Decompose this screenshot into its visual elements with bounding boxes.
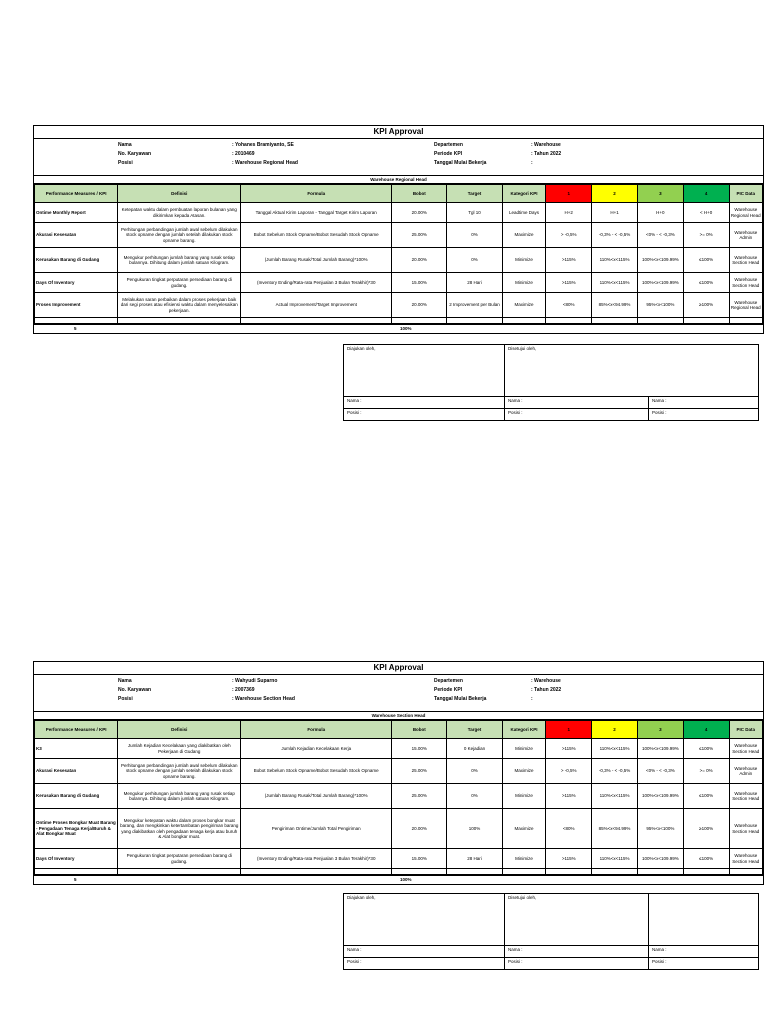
- table-cell: Mengukur perhitungan jumlah barang yang rusak setiap bulannya. Dihitung dalam jumlah satuan Kilogram.: [118, 784, 241, 809]
- table-row: [35, 784, 763, 809]
- table-cell: 15.00%: [392, 739, 447, 759]
- value-no-karyawan: : 2010469: [232, 151, 255, 157]
- table-cell: Warehouse Admin: [729, 223, 762, 248]
- column-header: 2: [592, 721, 638, 739]
- value-departemen: : Warehouse: [531, 678, 561, 684]
- disetujui-label: Disetujui oleh,: [508, 346, 537, 351]
- table-cell: (Jumlah Barang Rusak/Total Jumlah Barang)*100%: [241, 248, 392, 273]
- table-cell: 28 Hari: [447, 849, 502, 869]
- table-cell: Maximize: [502, 809, 546, 849]
- table-row: [35, 809, 763, 849]
- table-footer: [34, 324, 763, 333]
- empty-cell: [447, 318, 502, 324]
- table-cell: Ontime Monthly Report: [35, 203, 118, 223]
- table-cell: > -0,5%: [546, 759, 592, 784]
- table-footer: [34, 875, 763, 884]
- table-cell: >= 0%: [683, 759, 729, 784]
- value-posisi: : Warehouse Section Head: [232, 696, 295, 702]
- table-cell: 100%<x<109.99%: [637, 273, 683, 293]
- table-cell: Minimize: [502, 849, 546, 869]
- table-cell: Mengukur ketepatan waktu dalam proses bongkar muat barang, dan mengkinkan ketertambatan pengiriman barang yang diakibatkan oleh pengadaan tenaga kerja atau buruh & Alat bongkar muat.: [118, 809, 241, 849]
- column-header: Performance Measures / KPI: [35, 185, 118, 203]
- table-cell: Tgl 10: [447, 203, 502, 223]
- table-cell: Perhitungan perbandingan jumlah awal sebelum dilakukan stock opname dengan jumlah setelah dilakukan stock opname barang.: [118, 759, 241, 784]
- table-cell: Warehouse Section Head: [729, 273, 762, 293]
- empty-cell: [118, 318, 241, 324]
- sign-posisi-2: Posisi :: [505, 958, 649, 969]
- column-header: 1: [546, 721, 592, 739]
- column-header: Formula: [241, 185, 392, 203]
- table-cell: 0 Kejadian: [447, 739, 502, 759]
- table-cell: 25.00%: [392, 784, 447, 809]
- table-cell: 2 Improvement per Bulan: [447, 293, 502, 318]
- table-cell: Leadtime Days: [502, 203, 546, 223]
- empty-cell: [592, 318, 638, 324]
- label-nama: Nama: [118, 142, 132, 148]
- sign-posisi-1: Posisi :: [344, 409, 505, 420]
- table-cell: 110%<x<115%: [592, 784, 638, 809]
- table-cell: 20.00%: [392, 293, 447, 318]
- total-bobot: 100%: [400, 326, 412, 331]
- table-header-row: [35, 185, 763, 203]
- column-header: Formula: [241, 721, 392, 739]
- column-header: PIC Data: [729, 721, 762, 739]
- column-header: 3: [637, 185, 683, 203]
- sign-posisi-1: Posisi :: [344, 958, 505, 969]
- table-cell: 0%: [447, 223, 502, 248]
- kpi-table: [34, 184, 763, 324]
- table-cell: K3: [35, 739, 118, 759]
- kpi-sheet-2: [33, 661, 764, 885]
- value-posisi: : Warehouse Regional Head: [232, 160, 298, 166]
- label-periode: Periode KPI: [434, 687, 463, 693]
- empty-cell: [683, 869, 729, 875]
- table-cell: Perhitungan perbandingan jumlah awal sebelum dilakukan stock opname dengan jumlah setelah dilakukan stock opname barang.: [118, 223, 241, 248]
- column-header: Performance Measures / KPI: [35, 721, 118, 739]
- table-cell: Tanggal Aktual Kirim Laporan - Tanggal Target Kirim Laporan: [241, 203, 392, 223]
- empty-cell: [637, 318, 683, 324]
- value-periode: : Tahun 2022: [531, 687, 562, 693]
- column-header: Definisi: [118, 185, 241, 203]
- label-tanggal: Tanggal Mulai Bekerja: [434, 160, 487, 166]
- table-header-row: [35, 721, 763, 739]
- table-cell: 100%<x<109.99%: [637, 849, 683, 869]
- table-cell: <0% - < -0,3%: [637, 759, 683, 784]
- empty-cell: [592, 869, 638, 875]
- table-cell: ≤100%: [683, 784, 729, 809]
- table-cell: H+2: [546, 203, 592, 223]
- label-tanggal: Tanggal Mulai Bekerja: [434, 696, 487, 702]
- table-cell: <0% - < -0,3%: [637, 223, 683, 248]
- table-row: [35, 849, 763, 869]
- value-nama: : Yohanes Bramiyanto, SE: [232, 142, 294, 148]
- group-header: Warehouse Section Head: [34, 711, 763, 720]
- table-cell: 110%<x<115%: [592, 273, 638, 293]
- diajukan-label: Diajukan oleh,: [344, 345, 505, 396]
- table-row: [35, 223, 763, 248]
- column-header: Kategori KPI: [502, 721, 546, 739]
- value-nama: : Wahyudi Suparno: [232, 678, 278, 684]
- table-cell: Actual Improvement/Target Improvement: [241, 293, 392, 318]
- kpi-table: [34, 720, 763, 875]
- table-cell: Warehouse Regional Head: [729, 203, 762, 223]
- table-cell: 85%<x<94.99%: [592, 809, 638, 849]
- table-cell: Proses Improvement: [35, 293, 118, 318]
- table-cell: ≤100%: [683, 739, 729, 759]
- empty-cell: [392, 869, 447, 875]
- table-cell: 0%: [447, 784, 502, 809]
- table-cell: 110%<x<115%: [592, 849, 638, 869]
- group-header: Warehouse Regional Head: [34, 175, 763, 184]
- table-cell: 25.00%: [392, 759, 447, 784]
- table-cell: Akurasi Kesesatan: [35, 223, 118, 248]
- disetujui-label: Disetujui oleh,: [505, 894, 649, 945]
- label-nama: Nama: [118, 678, 132, 684]
- table-cell: 100%<x<109.99%: [637, 739, 683, 759]
- label-departemen: Departemen: [434, 142, 463, 148]
- table-cell: 95%<x<100%: [637, 293, 683, 318]
- table-cell: >115%: [546, 849, 592, 869]
- table-cell: ≥100%: [683, 293, 729, 318]
- empty-cell: [637, 869, 683, 875]
- sheet-title: KPI Approval: [34, 662, 763, 675]
- table-cell: 0%: [447, 248, 502, 273]
- table-cell: Pengukuran tingkat perputaran persediaan barang di gudang.: [118, 273, 241, 293]
- table-row: [35, 203, 763, 223]
- value-tanggal: :: [531, 696, 533, 702]
- empty-cell: [392, 318, 447, 324]
- table-cell: > -0,5%: [546, 223, 592, 248]
- table-cell: Minimize: [502, 273, 546, 293]
- table-cell: Melakukan saran perbaikan dalam proses pekerjaan baik dari segi proses atau efisiensi waktu dalam menyelesaikan pekerjaan.: [118, 293, 241, 318]
- table-cell: 95%<x<100%: [637, 809, 683, 849]
- table-cell: >115%: [546, 784, 592, 809]
- table-cell: Days Of Inventory: [35, 849, 118, 869]
- table-cell: (Jumlah Barang Rusak/Total Jumlah Barang)*100%: [241, 784, 392, 809]
- sheet-title: KPI Approval: [34, 126, 763, 139]
- label-periode: Periode KPI: [434, 151, 463, 157]
- employee-info: [34, 675, 763, 711]
- sign-nama-2: Nama :: [505, 397, 649, 408]
- empty-cell: [729, 318, 762, 324]
- sign-nama-3: Nama :: [652, 398, 667, 403]
- sign-posisi-3: Posisi :: [652, 959, 667, 964]
- table-cell: 25.00%: [392, 223, 447, 248]
- table-cell: (Inventory Ending/Rata-rata Penjualan 3 Bulan Terakhir)*30: [241, 273, 392, 293]
- column-header: Definisi: [118, 721, 241, 739]
- approval-box-1: [343, 344, 759, 421]
- table-cell: Maximize: [502, 293, 546, 318]
- table-cell: >= 0%: [683, 223, 729, 248]
- table-cell: Warehouse Regional Head: [729, 293, 762, 318]
- sign-nama-1: Nama :: [344, 397, 505, 408]
- column-header: 1: [546, 185, 592, 203]
- table-row: [35, 293, 763, 318]
- spacer-row: [35, 869, 763, 875]
- value-periode: : Tahun 2022: [531, 151, 562, 157]
- column-header: 4: [683, 185, 729, 203]
- column-header: Kategori KPI: [502, 185, 546, 203]
- kpi-count: 5: [74, 877, 77, 882]
- table-cell: 28 Hari: [447, 273, 502, 293]
- table-cell: Ontime Proses Bongkar Muat Barang - Pengadaan Tenaga Kerja/Buruh & Alat Bongkar Muat: [35, 809, 118, 849]
- table-cell: (Inventory Ending/Rata-rata Penjualan 3 Bulan Terakhir)*30: [241, 849, 392, 869]
- label-no-karyawan: No. Karyawan: [118, 151, 152, 157]
- table-row: [35, 248, 763, 273]
- table-cell: Maximize: [502, 223, 546, 248]
- empty-cell: [729, 869, 762, 875]
- table-cell: 15.00%: [392, 273, 447, 293]
- column-header: Target: [447, 185, 502, 203]
- table-cell: Bobot Sebelum Stock Opname/Bobot Sesudah Stock Opname: [241, 223, 392, 248]
- value-departemen: : Warehouse: [531, 142, 561, 148]
- empty-cell: [241, 318, 392, 324]
- table-cell: Pengiriman Ontime/Jumlah Total Pengiriman: [241, 809, 392, 849]
- empty-cell: [35, 869, 118, 875]
- table-cell: ≤100%: [683, 849, 729, 869]
- approval-box-2: [343, 893, 759, 970]
- table-cell: 15.00%: [392, 849, 447, 869]
- table-cell: Kerusakan Barang di Gudang: [35, 248, 118, 273]
- table-cell: >115%: [546, 739, 592, 759]
- table-cell: ≥100%: [683, 809, 729, 849]
- table-cell: 20.00%: [392, 809, 447, 849]
- sign-posisi-3: Posisi :: [652, 410, 667, 415]
- sign-nama-1: Nama :: [344, 946, 505, 957]
- total-bobot: 100%: [400, 877, 412, 882]
- table-cell: Warehouse Section Head: [729, 248, 762, 273]
- table-body: [35, 203, 763, 324]
- table-cell: -0,3% - < -0,5%: [592, 223, 638, 248]
- table-cell: Warehouse Section Head: [729, 849, 762, 869]
- empty-cell: [35, 318, 118, 324]
- column-header: PIC Data: [729, 185, 762, 203]
- table-cell: -0,3% - < -0,5%: [592, 759, 638, 784]
- value-no-karyawan: : 2007369: [232, 687, 255, 693]
- sign-posisi-2: Posisi :: [505, 409, 649, 420]
- table-cell: ≤100%: [683, 273, 729, 293]
- label-no-karyawan: No. Karyawan: [118, 687, 152, 693]
- employee-info: [34, 139, 763, 175]
- empty-cell: [241, 869, 392, 875]
- empty-cell: [447, 869, 502, 875]
- label-departemen: Departemen: [434, 678, 463, 684]
- table-cell: 20.00%: [392, 248, 447, 273]
- table-cell: >115%: [546, 248, 592, 273]
- column-header: Bobot: [392, 185, 447, 203]
- table-row: [35, 273, 763, 293]
- table-cell: 20.00%: [392, 203, 447, 223]
- table-row: [35, 759, 763, 784]
- table-cell: < H+0: [683, 203, 729, 223]
- empty-cell: [546, 318, 592, 324]
- spacer-row: [35, 318, 763, 324]
- table-cell: >115%: [546, 273, 592, 293]
- table-cell: Maximize: [502, 759, 546, 784]
- empty-cell: [546, 869, 592, 875]
- table-cell: H+1: [592, 203, 638, 223]
- sign-nama-3: Nama :: [652, 947, 667, 952]
- table-cell: Minimize: [502, 784, 546, 809]
- table-cell: Warehouse Section Head: [729, 739, 762, 759]
- table-body: [35, 739, 763, 875]
- label-posisi: Posisi: [118, 696, 133, 702]
- kpi-count: 5: [74, 326, 77, 331]
- table-cell: Bobot Sebelum Stock Opname/Bobot Sesudah Stock Opname: [241, 759, 392, 784]
- column-header: Bobot: [392, 721, 447, 739]
- empty-cell: [502, 869, 546, 875]
- table-cell: Mengukur perhitungan jumlah barang yang rusak setiap bulannya. Dihitung dalam jumlah satuan Kilogram.: [118, 248, 241, 273]
- table-cell: Akurasi Kesesatan: [35, 759, 118, 784]
- value-tanggal: :: [531, 160, 533, 166]
- empty-cell: [118, 869, 241, 875]
- table-cell: Days Of Inventory: [35, 273, 118, 293]
- column-header: 3: [637, 721, 683, 739]
- column-header: 2: [592, 185, 638, 203]
- table-cell: Warehouse Section Head: [729, 809, 762, 849]
- diajukan-label: Diajukan oleh,: [344, 894, 505, 945]
- table-cell: 100%<x<109.99%: [637, 248, 683, 273]
- table-cell: <80%: [546, 293, 592, 318]
- table-cell: Kerusakan Barang di Gudang: [35, 784, 118, 809]
- table-cell: H+0: [637, 203, 683, 223]
- table-cell: ≤100%: [683, 248, 729, 273]
- table-row: [35, 739, 763, 759]
- empty-cell: [683, 318, 729, 324]
- table-cell: Ketepatan waktu dalam pembuatan laporan bulanan yang dikirimkan kepada Atasan.: [118, 203, 241, 223]
- table-cell: Minimize: [502, 739, 546, 759]
- label-posisi: Posisi: [118, 160, 133, 166]
- table-cell: Minimize: [502, 248, 546, 273]
- column-header: 4: [683, 721, 729, 739]
- table-cell: Jumlah Kejadian Kecelakaan Kerja: [241, 739, 392, 759]
- table-cell: 85%<x<94.99%: [592, 293, 638, 318]
- table-cell: 110%<x<115%: [592, 248, 638, 273]
- table-cell: Warehouse Admin: [729, 759, 762, 784]
- table-cell: 100%<x<109.99%: [637, 784, 683, 809]
- sign-nama-2: Nama :: [505, 946, 649, 957]
- table-cell: 110%<x<115%: [592, 739, 638, 759]
- column-header: Target: [447, 721, 502, 739]
- table-cell: Warehouse Section Head: [729, 784, 762, 809]
- table-cell: Jumlah Kejadian Kecelakaan yang diakibatkan oleh Pekerjaan di Gudang: [118, 739, 241, 759]
- table-cell: 100%: [447, 809, 502, 849]
- table-cell: 0%: [447, 759, 502, 784]
- empty-cell: [502, 318, 546, 324]
- table-cell: <80%: [546, 809, 592, 849]
- kpi-sheet-1: [33, 125, 764, 334]
- table-cell: Pengukuran tingkat perputaran persediaan barang di gudang.: [118, 849, 241, 869]
- sign-blank: [649, 894, 758, 945]
